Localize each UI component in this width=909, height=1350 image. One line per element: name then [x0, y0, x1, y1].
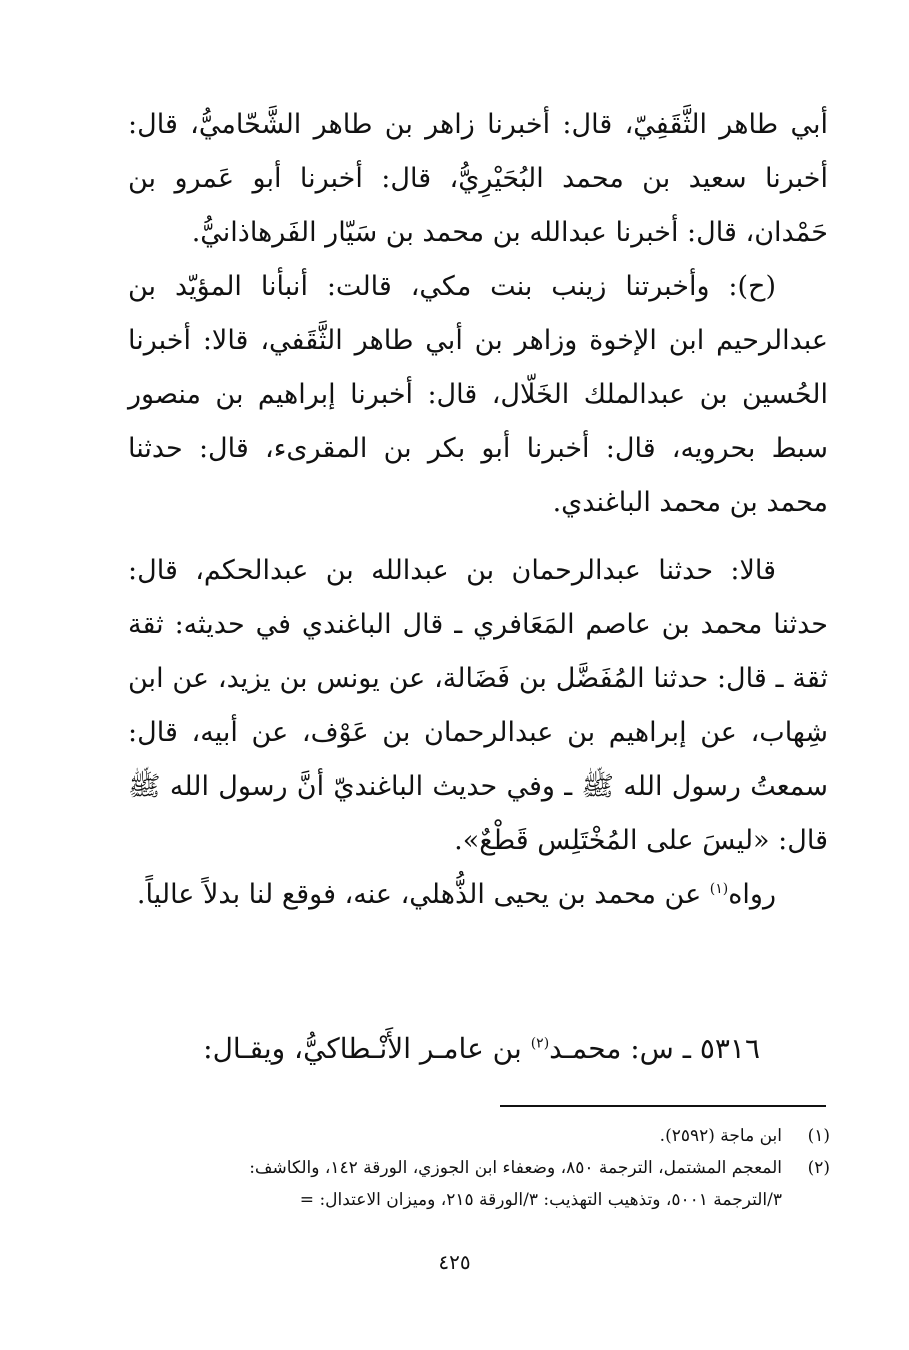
footnote-text: ٣/الترجمة ٥٠٠١، وتذهيب التهذيب: ٣/الورقة ٢١٥، وميزان الاعتدال: = [299, 1190, 782, 1210]
entry-heading [128, 1022, 760, 1076]
footnote-2 [136, 1152, 830, 1184]
paragraph-narration [128, 868, 828, 922]
footnote-1 [136, 1120, 830, 1152]
paragraph-isnad-1: أبي طاهر الثَّقَفِيّ، قال: أخبرنا زاهر بن طاهر الشَّحّاميُّ، قال: أخبرنا سعيد بن محمد البُحَيْرِيُّ، قال: أخبرنا أبو عَمرو بن حَمْدان، قال: أخبرنا عبدالله بن محمد بن سَيّار الفَرهاذانيُّ. [128, 109, 828, 248]
footnote-ref-1[interactable]: (١) [709, 881, 729, 897]
footnote-text: المعجم المشتمل، الترجمة ٨٥٠، وضعفاء ابن الجوزي، الورقة ١٤٢، والكاشف: [249, 1158, 782, 1178]
paragraph-gap [128, 530, 828, 544]
main-text [128, 98, 828, 922]
footnote-ref-2[interactable]: (٢) [530, 1035, 550, 1052]
footnote-divider [500, 1105, 826, 1107]
footnotes [136, 1120, 830, 1216]
page-number: ٤٢٥ [438, 1250, 471, 1274]
footnote-2-continuation [136, 1184, 830, 1216]
footnote-number: (١) [807, 1126, 830, 1146]
footnote-text: ابن ماجة (٢٥٩٢). [659, 1126, 782, 1146]
paragraph-hadith: قالا: حدثنا عبدالرحمان بن عبدالله بن عبدالحكم، قال: حدثنا محمد بن عاصم المَعَافري ـ قال الباغندي في حديثه: ثقة ثقة ـ قال: حدثنا المُفَضَّل بن فَضَالة، عن يونس بن يزيد، عن ابن شِهاب، عن إبراهيم بن عبدالرحمان بن عَوْف، عن أبيه، قال: سمعتُ رسول الله ﷺ ـ وفي حديث الباغنديّ أنَّ رسول الله ﷺ قال: «ليسَ على المُخْتَلِس قَطْعٌ». [128, 555, 828, 856]
entry-heading-rest: بن عامـر الأَنْـطاكيُّ، ويقـال: [203, 1032, 531, 1065]
entry-heading-lead: ٥٣١٦ ـ س: محمـد [549, 1032, 760, 1065]
paragraph-isnad-2: (ح): وأخبرتنا زينب بنت مكي، قالت: أنبأنا المؤيّد بن عبدالرحيم ابن الإخوة وزاهر بن أبي طاهر الثَّقَفي، قالا: أخبرنا الحُسين بن عبدالملك الخَلّال، قال: أخبرنا إبراهيم بن منصور سبط بحرويه، قال: أخبرنا أبو بكر بن المقرىء، قال: حدثنا محمد بن محمد الباغندي. [128, 271, 828, 518]
narration-rest: عن محمد بن يحيى الذُّهلي، عنه، فوقع لنا بدلاً عالياً. [136, 879, 710, 910]
narration-lead: رواه [728, 879, 776, 910]
footnote-number: (٢) [807, 1158, 830, 1178]
